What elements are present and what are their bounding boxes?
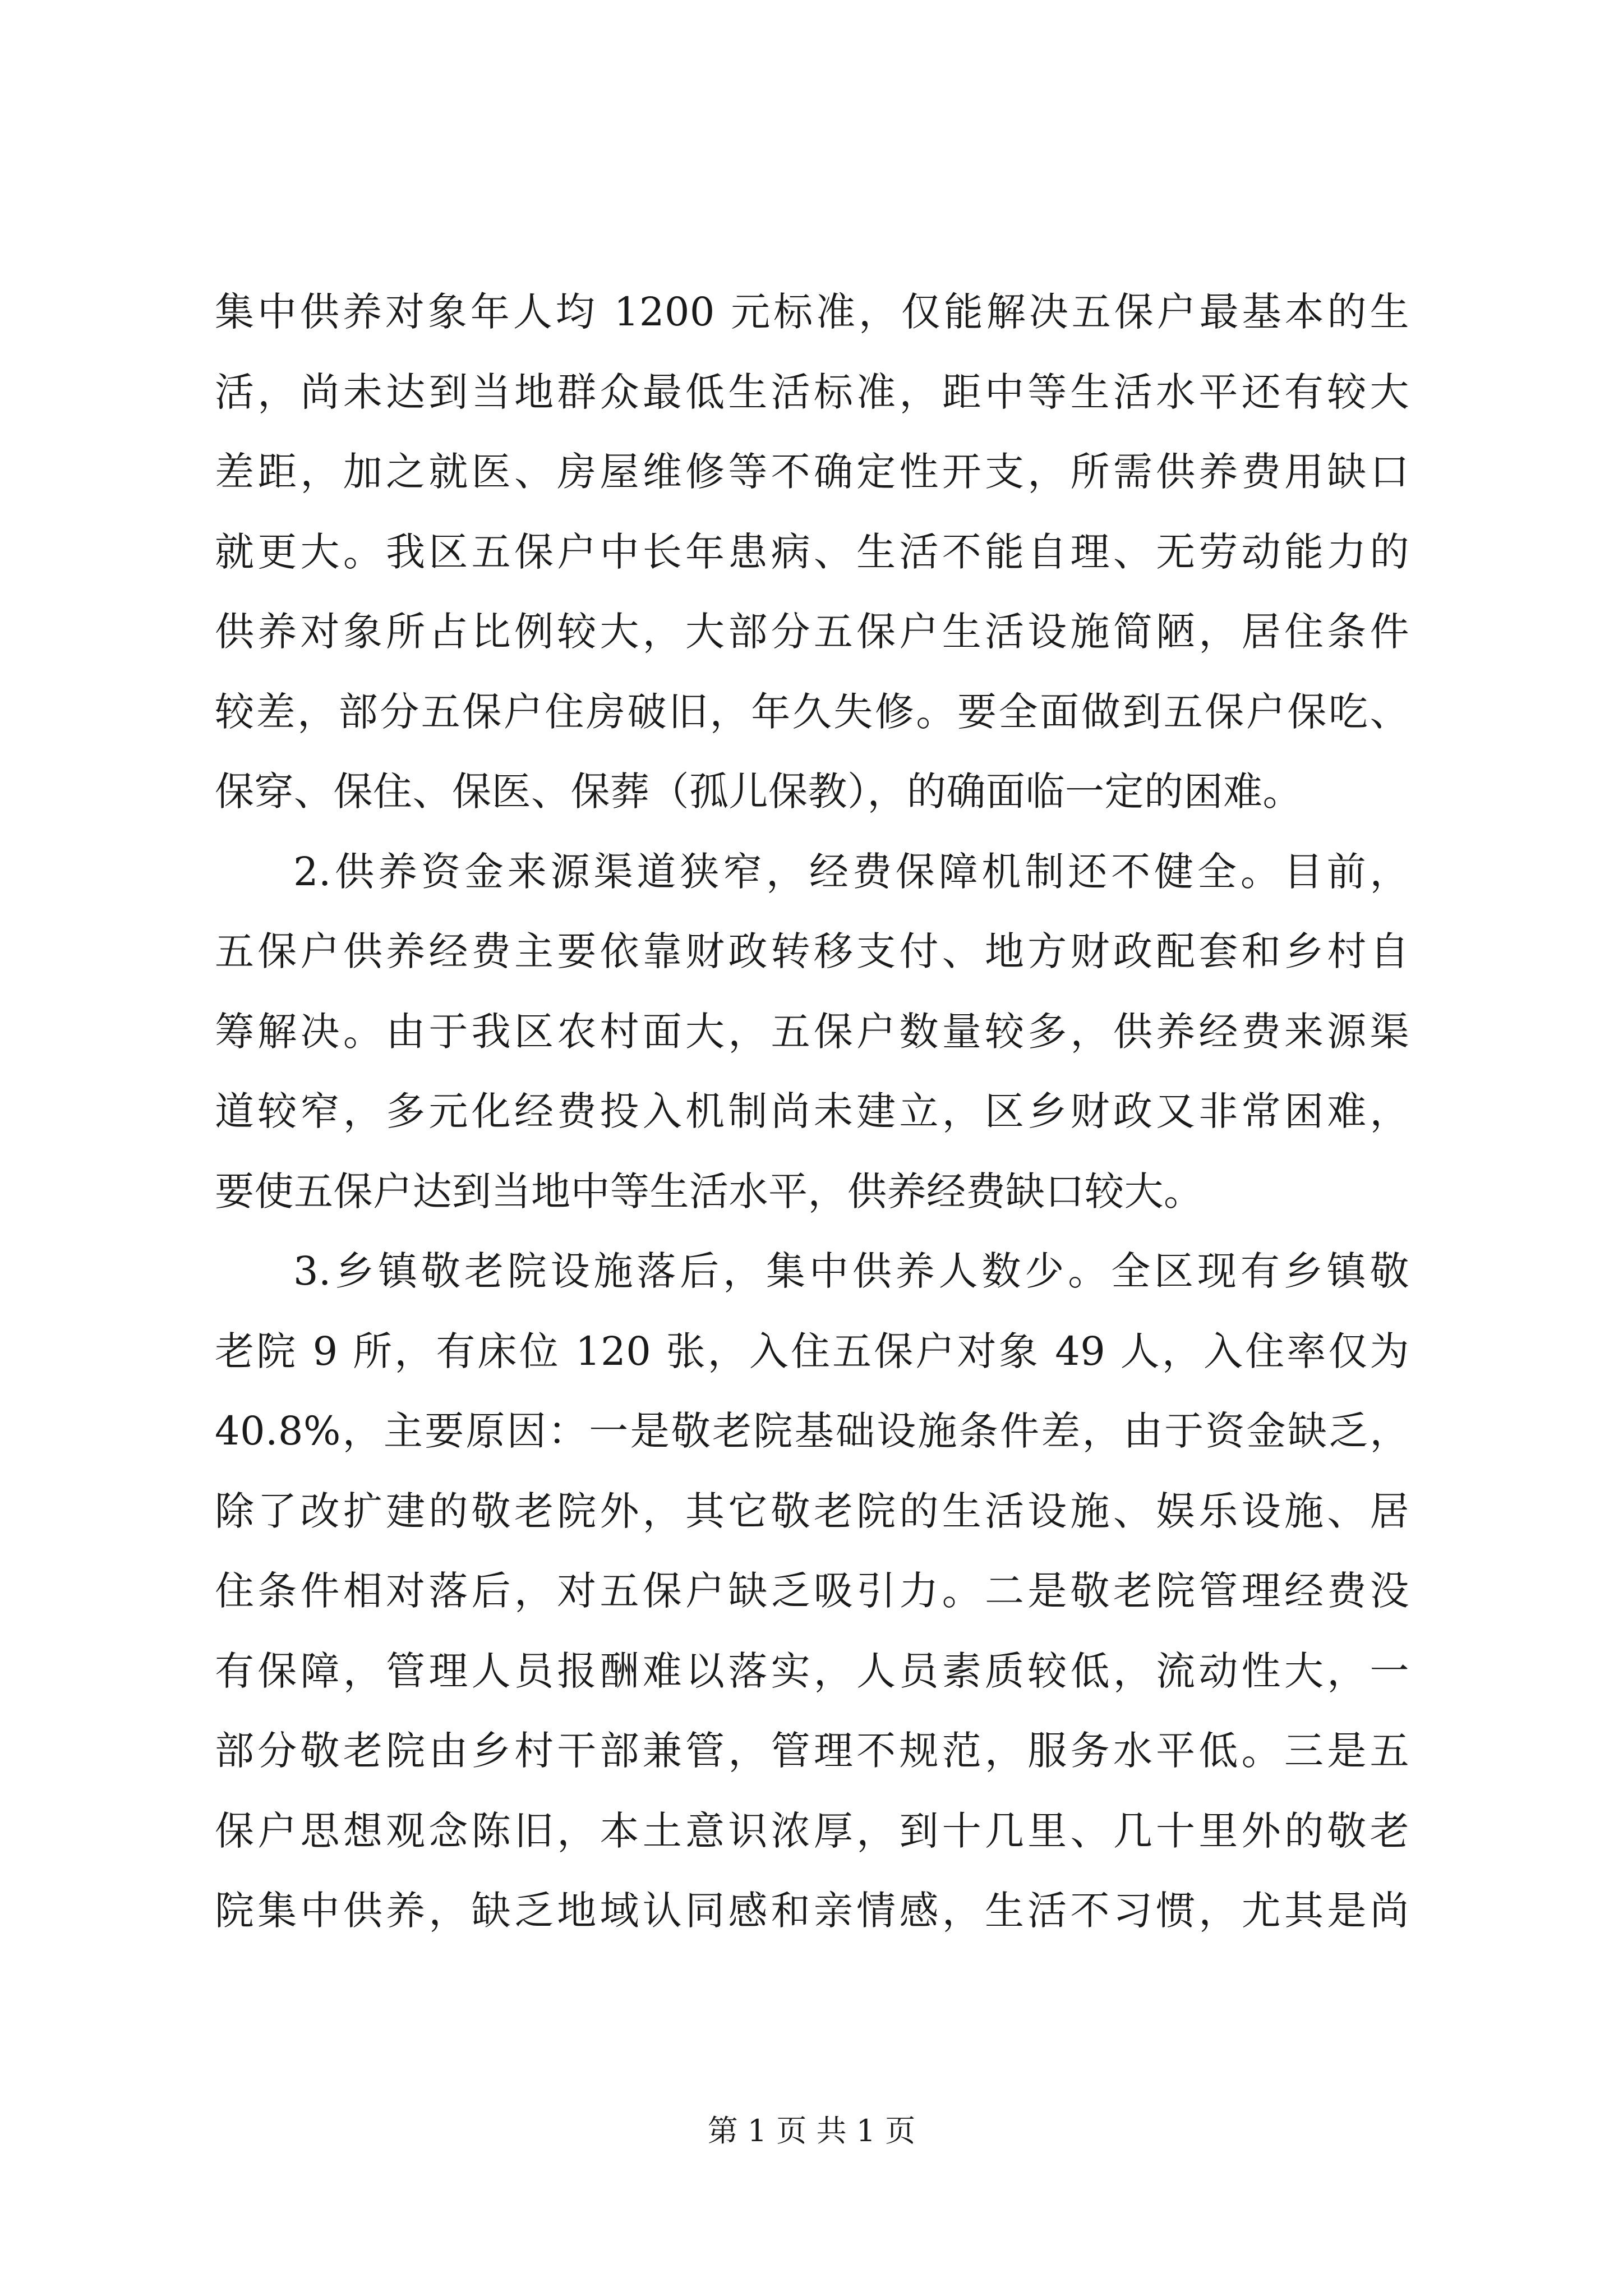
text-line: 部分敬老院由乡村干部兼管，管理不规范，服务水平低。三是五 [215, 1728, 1409, 1774]
text-line: 就更大。我区五保户中长年患病、生活不能自理、无劳动能力的 [215, 528, 1409, 575]
text-line: 供养对象所占比例较大，大部分五保户生活设施简陋，居住条件 [215, 609, 1409, 655]
page-footer: 第 1 页 共 1 页 [707, 2113, 916, 2148]
text-line: 院集中供养，缺乏地域认同感和亲情感，生活不习惯，尤其是尚 [215, 1888, 1409, 1934]
body-text [215, 272, 1409, 1951]
text-line: 集中供养对象年人均 1200 元标准，仅能解决五保户最基本的生 [215, 289, 1409, 335]
text-line: 要使五保户达到当地中等生活水平，供养经费缺口较大。 [215, 1168, 1204, 1214]
paragraph-start-line: 3.乡镇敬老院设施落后，集中供养人数少。全区现有乡镇敬 [293, 1248, 1409, 1294]
text-line: 住条件相对落后，对五保户缺乏吸引力。二是敬老院管理经费没 [215, 1568, 1409, 1614]
text-line: 除了改扩建的敬老院外，其它敬老院的生活设施、娱乐设施、居 [215, 1488, 1409, 1534]
text-line: 保穿、保住、保医、保葬（孤儿保教），的确面临一定的困难。 [215, 769, 1302, 815]
text-line: 差距，加之就医、房屋维修等不确定性开支，所需供养费用缺口 [215, 449, 1409, 495]
text-line: 道较窄，多元化经费投入机制尚未建立，区乡财政又非常困难， [215, 1088, 1409, 1134]
text-line: 40.8%，主要原因：一是敬老院基础设施条件差，由于资金缺乏， [215, 1408, 1409, 1454]
text-line: 活，尚未达到当地群众最低生活标准，距中等生活水平还有较大 [215, 369, 1409, 415]
text-line: 筹解决。由于我区农村面大，五保户数量较多，供养经费来源渠 [215, 1008, 1409, 1055]
text-line: 有保障，管理人员报酬难以落实，人员素质较低，流动性大，一 [215, 1648, 1409, 1694]
text-line: 较差，部分五保户住房破旧，年久失修。要全面做到五保户保吃、 [215, 688, 1409, 735]
text-line: 老院 9 所，有床位 120 张，入住五保户对象 49 人，入住率仅为 [215, 1328, 1409, 1374]
text-line: 五保户供养经费主要依靠财政转移支付、地方财政配套和乡村自 [215, 928, 1409, 974]
text-line: 保户思想观念陈旧，本土意识浓厚，到十几里、几十里外的敬老 [215, 1807, 1409, 1854]
paragraph-start-line: 2.供养资金来源渠道狭窄，经费保障机制还不健全。目前， [293, 848, 1409, 895]
